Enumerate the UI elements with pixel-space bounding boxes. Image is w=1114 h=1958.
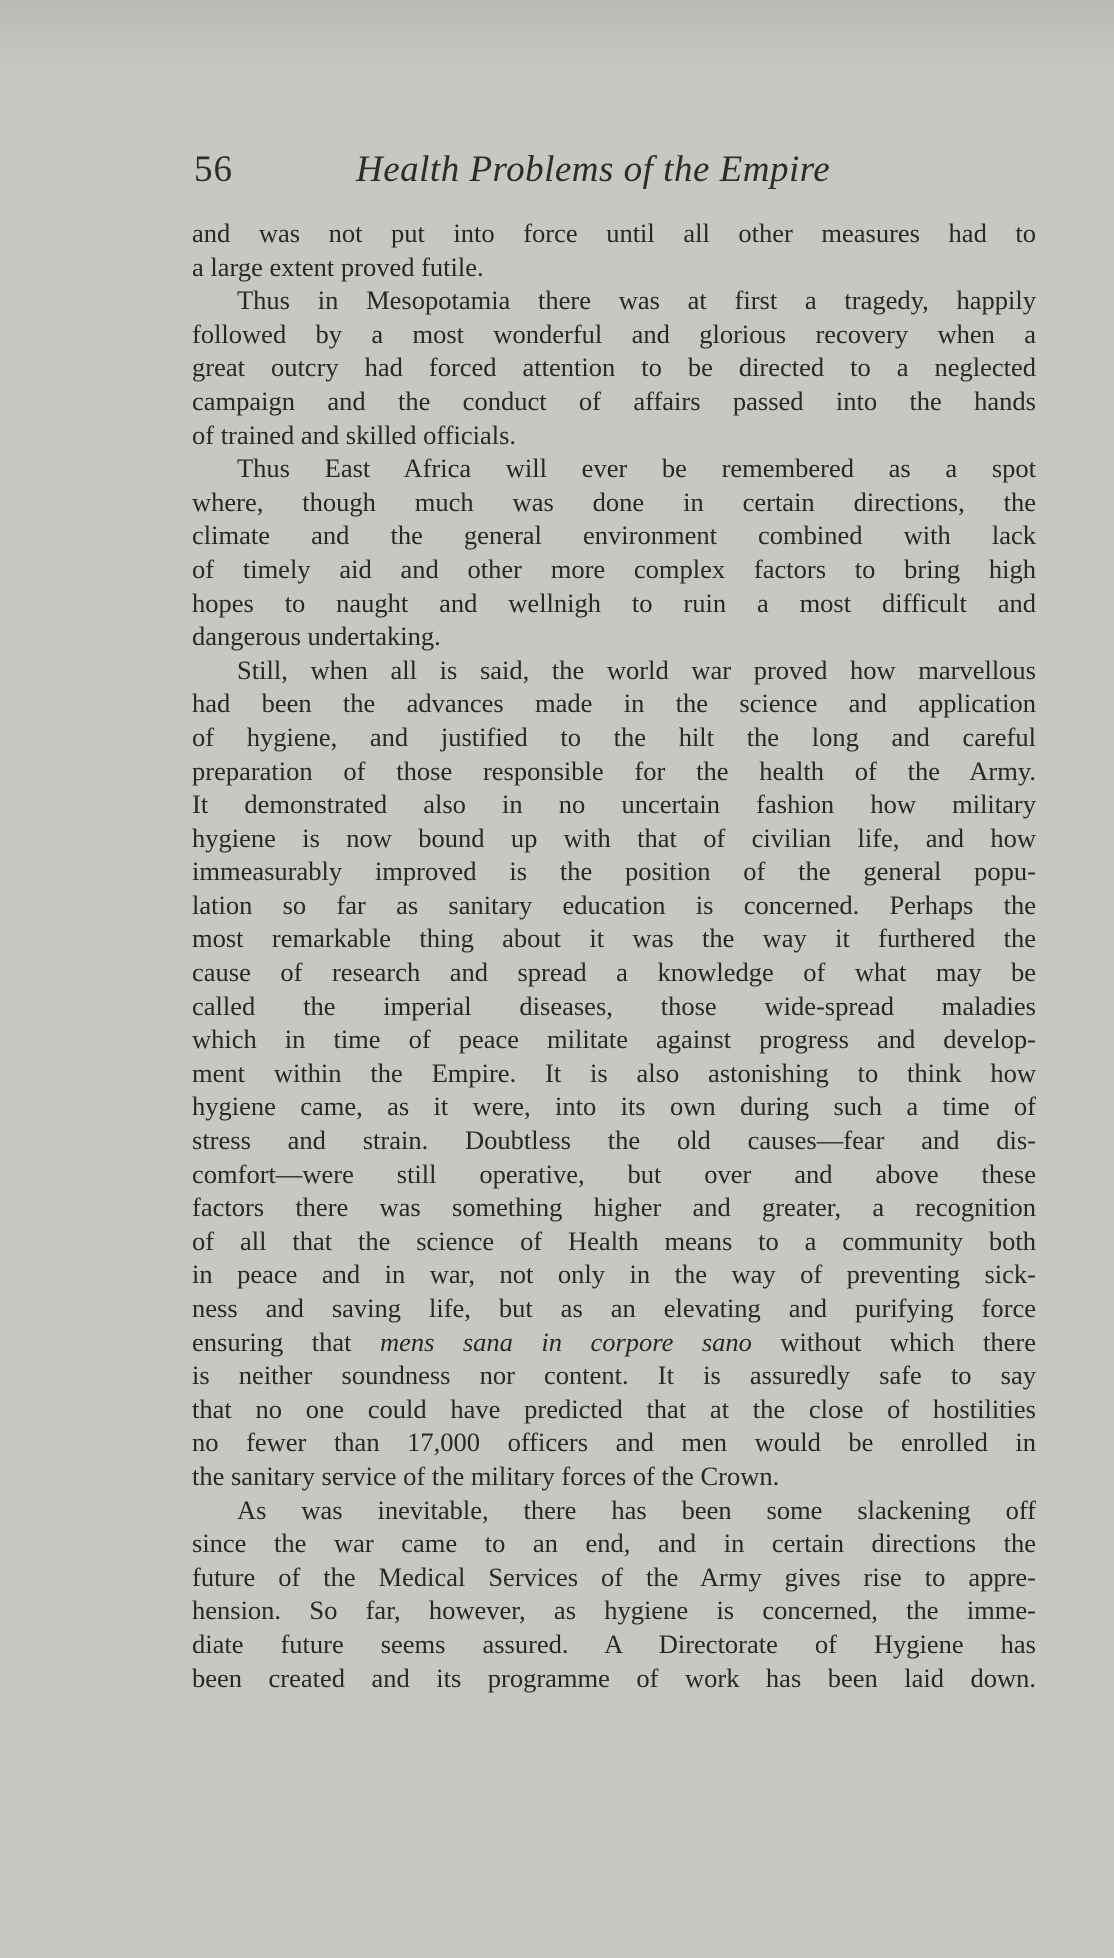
text-line: of trained and skilled officials. bbox=[192, 419, 517, 450]
text-span: ensuring that bbox=[192, 1326, 352, 1357]
text-line: is neither soundness nor content. It is assuredly safe to say bbox=[192, 1360, 1036, 1391]
text-line: Thus in Mesopotamia there was at first a tragedy, happily bbox=[237, 285, 1036, 316]
text-line: diate future seems assured. A Directorate of Hygiene has bbox=[192, 1628, 1036, 1659]
text-line: Thus East Africa will ever be remembered as a spot bbox=[237, 453, 1036, 484]
text-line: hension. So far, however, as hygiene is concerned, the imme- bbox=[192, 1595, 1036, 1626]
text-span: without which there bbox=[780, 1326, 1037, 1357]
text-line: most remarkable thing about it was the way it furthered the bbox=[192, 923, 1036, 954]
text-line: been created and its programme of work has been laid down. bbox=[192, 1662, 1036, 1693]
latin-phrase: mens sana in corpore sano bbox=[379, 1326, 752, 1357]
text-line: followed by a most wonderful and glorious recovery when a bbox=[192, 318, 1036, 349]
text-line: hygiene came, as it were, into its own during such a time of bbox=[192, 1091, 1036, 1122]
text-line: cause of research and spread a knowledge of what may be bbox=[192, 957, 1036, 988]
text-line: of all that the science of Health means to a community both bbox=[192, 1225, 1036, 1256]
text-line bbox=[192, 1326, 1036, 1360]
text-line: preparation of those responsible for the health of the Army. bbox=[192, 755, 1036, 786]
text-line: had been the advances made in the science and application bbox=[192, 688, 1036, 719]
text-line: dangerous undertaking. bbox=[192, 621, 441, 652]
text-line: future of the Medical Services of the Army gives rise to appre- bbox=[192, 1561, 1036, 1592]
text-line: since the war came to an end, and in certain directions the bbox=[192, 1528, 1036, 1559]
text-line: hopes to naught and wellnigh to ruin a most difficult and bbox=[192, 587, 1036, 618]
text-line: It demonstrated also in no uncertain fashion how military bbox=[192, 789, 1036, 820]
text-line: great outcry had forced attention to be directed to a neglected bbox=[192, 352, 1036, 383]
text-line: the sanitary service of the military forces of the Crown. bbox=[192, 1460, 780, 1491]
text-line: ness and saving life, but as an elevating and purifying force bbox=[192, 1293, 1036, 1323]
text-line: campaign and the conduct of affairs passed into the hands bbox=[192, 385, 1036, 416]
text-line: that no one could have predicted that at the close of hostilities bbox=[192, 1393, 1036, 1424]
text-line: factors there was something higher and greater, a recognition bbox=[192, 1192, 1036, 1223]
text-line: and was not put into force until all other measures had to bbox=[192, 218, 1036, 248]
text-line: Still, when all is said, the world war proved how marvellous bbox=[237, 654, 1036, 685]
text-line: immeasurably improved is the position of the general popu- bbox=[192, 856, 1036, 887]
running-title: Health Problems of the Empire bbox=[356, 149, 831, 190]
text-line: lation so far as sanitary education is concerned. Perhaps the bbox=[192, 889, 1036, 920]
text-line: of timely aid and other more complex factors to bring high bbox=[192, 553, 1036, 584]
body-text bbox=[192, 217, 1036, 1695]
text-line: called the imperial diseases, those wide-spread maladies bbox=[192, 990, 1036, 1021]
text-line: stress and strain. Doubtless the old causes—fear and dis- bbox=[192, 1125, 1036, 1156]
text-line: in peace and in war, not only in the way of preventing sick- bbox=[192, 1259, 1036, 1290]
text-line: ment within the Empire. It is also astonishing to think how bbox=[192, 1057, 1036, 1088]
text-line: hygiene is now bound up with that of civilian life, and how bbox=[192, 822, 1036, 853]
text-line: no fewer than 17,000 officers and men would be enrolled in bbox=[192, 1427, 1036, 1458]
text-line: of hygiene, and justified to the hilt the long and careful bbox=[192, 721, 1036, 752]
page-header bbox=[194, 148, 914, 198]
text-line: As was inevitable, there has been some slackening off bbox=[237, 1494, 1036, 1525]
page-number: 56 bbox=[194, 149, 233, 190]
text-line: where, though much was done in certain directions, the bbox=[192, 486, 1036, 517]
page-top-shade bbox=[0, 0, 1114, 90]
text-line: which in time of peace militate against progress and develop- bbox=[192, 1024, 1036, 1055]
text-line: climate and the general environment combined with lack bbox=[192, 520, 1036, 551]
text-line: a large extent proved futile. bbox=[192, 251, 484, 282]
text-line: comfort—were still operative, but over and above these bbox=[192, 1158, 1036, 1189]
